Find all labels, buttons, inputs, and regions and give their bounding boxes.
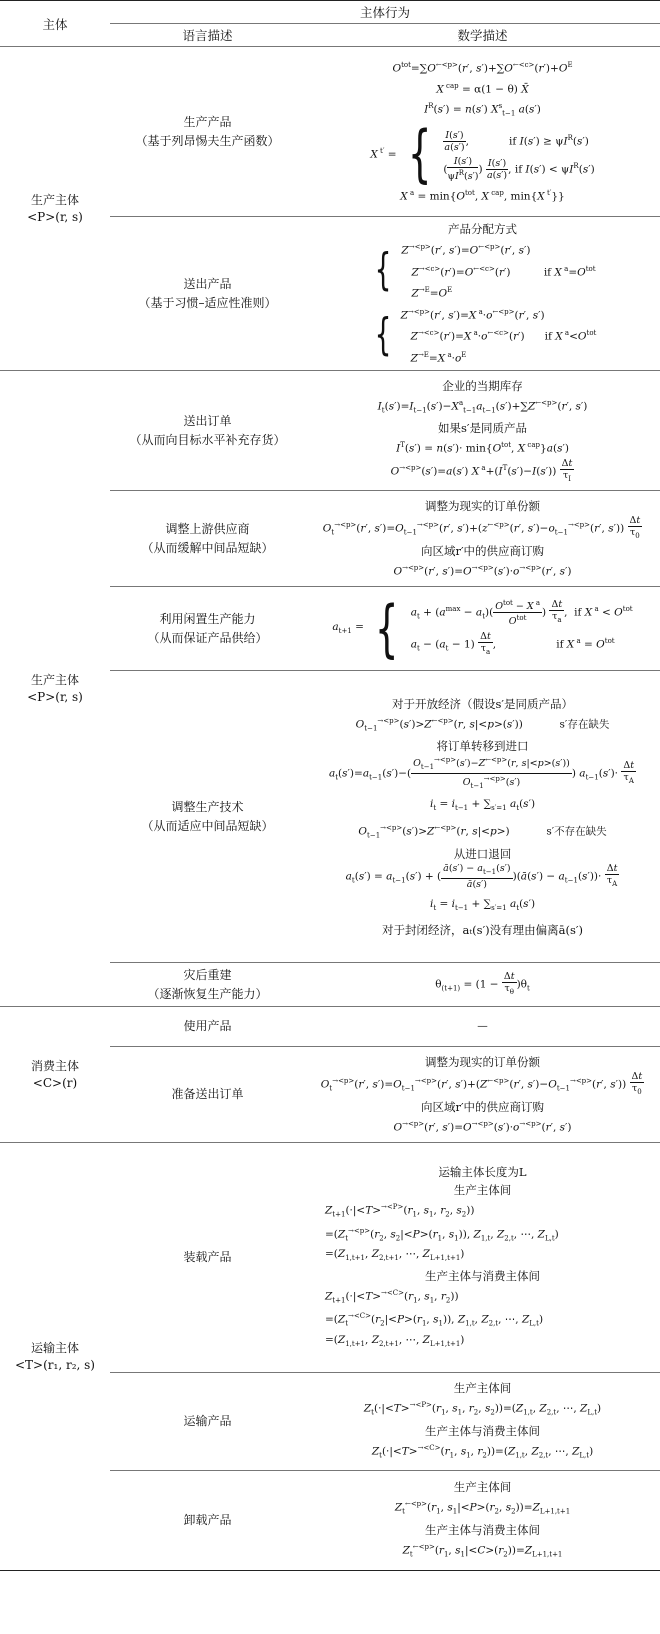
row-label: 送出订单 xyxy=(183,413,232,428)
row-transport xyxy=(110,1373,305,1471)
header-lang-desc: 语言描述 xyxy=(110,24,305,47)
header-math-desc: 数学描述 xyxy=(305,24,660,47)
math-caption: 向区域r′中的供应商订购 xyxy=(420,1099,545,1114)
math-dash: — xyxy=(477,1020,488,1032)
agent-producer-2 xyxy=(0,371,110,1007)
math-load: 运输主体长度为L 生产主体间 $Z_{t+1}(\cdot|<T>^{\to<P>}(r_1$, $s_1$, $r_2$, $s_2$)) $=(Z_t^{\to<p>}(r_2$, $s_2|<P>(r_1$, $s_1$)), $Z_{1,t}$, $Z_{2,t}$, ⋯, $Z_{L,t}$) $=(Z_{1,t+1}$, $Z_{2,t+1}$, ⋯, $Z_{L+1,t+1}$) 生产主体与消费主体间 $Z_{t+1}(\cdot|<T>^{\to<C>}(r_1$, $s_1$, $r_2$)) $=(Z_t^{\to<C>}(r_2|<P>(r_1$, $s_1$)), $Z_{1,t}$, $Z_{2,t}$, ⋯, $Z_{L,t}$) $=(Z_{1,t+1}$, $Z_{2,t+1}$, ⋯, $Z_{L+1,t+1}$) xyxy=(305,1143,660,1373)
row-ship xyxy=(110,217,305,371)
math-caption: 生产主体与消费主体间 xyxy=(425,1423,540,1438)
row-produce xyxy=(110,47,305,217)
math-transport: 生产主体间 $Z_t(\cdot|<T>^{\to<P>}(r_1$, $s_1$, $r_2$, $s_2))=(Z_{1,t}$, $Z_{2,t}$, ⋯, $Z_{L,t}$) 生产主体与消费主体间 $Z_t(\cdot|<T>^{\to<C>}(r_1$, $s_1$, $r_2))=(Z_{1,t}$, $Z_{2,t}$, ⋯, $Z_{L,t}$) xyxy=(305,1373,660,1471)
math-caption: s′不存在缺失 xyxy=(546,825,607,838)
row-label: 运输产品 xyxy=(183,1414,232,1428)
header-behavior: 主体行为 xyxy=(360,5,411,20)
row-adjust-supplier xyxy=(110,491,305,587)
math-caption: 将订单转移到进口 xyxy=(436,739,529,754)
row-sublabel: （逐渐恢复生产能力） xyxy=(147,986,268,1001)
math-caption: 运输主体长度为L xyxy=(438,1165,527,1180)
row-unload xyxy=(110,1471,305,1571)
agent-name: 生产主体 xyxy=(30,672,79,687)
row-idle-capacity xyxy=(110,587,305,671)
math-caption: 调整为现实的订单份额 xyxy=(425,498,540,513)
row-label: 装载产品 xyxy=(183,1250,232,1264)
math-caption: 生产主体间 xyxy=(453,1183,512,1198)
agent-symbol: <P>(r, s) xyxy=(27,689,83,704)
agent-name: 运输主体 xyxy=(30,1340,79,1355)
agent-name: 生产主体 xyxy=(30,192,79,207)
row-label: 调整上游供应商 xyxy=(165,521,250,536)
row-sublabel: （从而向目标水平补充存货） xyxy=(129,432,286,447)
row-sublabel: （基于列昂惕夫生产函数） xyxy=(135,133,280,148)
math-caption: 对于开放经济（假设s′是同质产品） xyxy=(392,696,574,711)
row-load xyxy=(110,1143,305,1373)
math-rebuild: $\theta_{(t+1)} = (1$ − $\frac{\Delta t}{\tau_\theta}$ )$\theta_t$ xyxy=(305,963,660,1007)
math-caption: 调整为现实的订单份额 xyxy=(425,1054,540,1069)
header-agent: 主体 xyxy=(42,16,68,32)
agent-transport xyxy=(0,1143,110,1571)
row-label: 卸载产品 xyxy=(183,1513,232,1527)
agent-symbol: <T>(r₁, r₂, s) xyxy=(15,1357,95,1372)
math-caption: 生产主体间 xyxy=(453,1479,512,1494)
row-prepare-order xyxy=(110,1047,305,1143)
agent-name: 消费主体 xyxy=(30,1058,79,1073)
math-caption: 生产主体与消费主体间 xyxy=(425,1268,540,1283)
row-use xyxy=(110,1007,305,1047)
math-caption: 向区域r′中的供应商订购 xyxy=(420,543,545,558)
math-caption: 企业的当期库存 xyxy=(442,378,523,393)
row-label: 灾后重建 xyxy=(183,967,232,982)
row-label: 准备送出订单 xyxy=(171,1087,244,1101)
row-sublabel: （从而保证产品供给） xyxy=(147,630,268,645)
math-adjust-tech: 对于开放经济（假设s′是同质产品） $O_{t-1}^{\to<p>}(s')>Z^{\leftarrow<p>}(r$, s|<p>(s′)) s′存在缺失 将订单转移到进口 $a_t(s')=a_{t-1}(s')-$( $\frac{O_{t-1}^{\to<p>}(s')-Z^{\leftarrow<p>}(r, s|<p>(s'))}{O_{t-1}^{\to<p>}(s')}$ ) $a_{t-1}(s')\cdot$ $\frac{\Delta t}{\tau_A}$ $i_t = i_{t-1} + \sum_{s'=1}$ $a_t(s')$ $O_{t-1}^{\to<p>}(s')>Z^{\leftarrow<p>}(r$, s|<p>) s′不存在缺失 从进口退回 $a_t(s') = a_{t-1}(s')$ + ( $\frac{ā(s') - a_{t-1}(s')}{ā(s')}$ )(ā(s′) − $a_{t-1}(s'))\cdot$ $\frac{\Delta t}{\tau_A}$ $i_t = i_{t-1} + \sum_{s'=1}$ $a_t(s')$ 对于封闭经济，aₜ(s′)没有理由偏离ā(s′) xyxy=(305,671,660,963)
row-adjust-tech xyxy=(110,671,305,963)
math-caption: 生产主体与消费主体间 xyxy=(425,1522,540,1537)
math-use xyxy=(305,1007,660,1047)
math-caption: s′存在缺失 xyxy=(559,718,610,730)
math-order: 企业的当期库存 $I_t(s')=I_{t-1}(s')-X^a_{t-1}a_{t-1}(s')+\sum Z^{\leftarrow<p>}(r'$, s′) 如果s′是同质产品 $I^T(s') = n(s')\cdot \min\{O^{tot}$, X $^{cap}$}a(s′) $O^{\to<p>}(s')=a(s')$ X $^a+(I^T(s')-I(s'))$ $\frac{\Delta t}{\tau_I}$ xyxy=(305,371,660,491)
math-caption: 产品分配方式 xyxy=(448,222,517,236)
row-sublabel: （从而缓解中间品短缺） xyxy=(141,540,274,555)
agent-producer-1 xyxy=(0,47,110,371)
math-caption: 生产主体间 xyxy=(453,1380,512,1395)
math-caption: 从进口退回 xyxy=(453,846,512,861)
row-label: 调整生产技术 xyxy=(171,799,244,814)
math-ship: 产品分配方式 { $Z^{\to<p>}(r'$, $s')=O^{\leftarrow<p>}(r'$, s′) $Z^{\to<c>}(r')=O^{\leftarrow<c>}(r')$ if X $^a=O^{tot}$ $Z^{\to E}=O^E$ { $Z^{\to<p>}(r'$, s′)=X $^a\cdot o^{\leftarrow<p>}(r'$, s′) $Z^{\to<c>}(r')=X$ $^a\cdot o^{\leftarrow<c>}(r')$ if X $^a<O^{tot}$ $Z^{\to E}=X$ $^a\cdot o^E$ xyxy=(305,217,660,371)
agent-symbol: <P>(r, s) xyxy=(27,209,83,224)
row-rebuild xyxy=(110,963,305,1007)
row-label: 生产产品 xyxy=(183,114,232,129)
agent-consumer xyxy=(0,1007,110,1143)
math-adjust-supplier: 调整为现实的订单份额 $O_t^{\to<p>}(r'$, $s')=O_{t-1}^{\to<p>}(r'$, $s')+(z^{\leftarrow<p>}(r'$, $s')-o_{t-1}^{\to<p>}(r'$, s′)) $\frac{\Delta t}{\tau_0}$ 向区域r′中的供应商订购 $O^{\to<p>}(r'$, $s')=O^{\to<p>}(s')\cdot o^{\to<p>}(r'$, s′) xyxy=(305,491,660,587)
math-prepare-order: 调整为现实的订单份额 $O_t^{\to<p>}(r'$, $s')=O_{t-1}^{\to<p>}(r'$, $s')+(Z^{\leftarrow<p>}(r'$, $s')-O_{t-1}^{\to<p>}(r'$, s′)) $\frac{\Delta t}{\tau_0}$ 向区域r′中的供应商订购 $O^{\to<p>}(r'$, $s')=O^{\to<p>}(s')\cdot o^{\to<p>}(r'$, s′) xyxy=(305,1047,660,1143)
math-idle-capacity: $a_{t+1}$ = { $a_t + (a^{max} - a_t)$( $\frac{O^{tot} - X ^a}{O^{tot}}$ ) $\frac{\Delta t}{\tau_a}$ , if X $^a < O^{tot}$ $a_t - (a_t - 1)$ $\frac{\Delta t}{\tau_a}$ , if X $^a = O^{tot}$ xyxy=(305,587,660,671)
row-label: 利用闲置生产能力 xyxy=(159,611,256,626)
math-caption: 如果s′是同质产品 xyxy=(438,421,528,436)
math-produce: $O^{tot}=\sum O^{\leftarrow<p>}(r'$, $s')+\sum O^{\leftarrow<c>}(r')+O^E$ X $^{cap}$ = α(1 − θ) X̄ $I^R(s') = n(s')$ $X^s_{t-1}$ a(s′) X $^{t'}$ = { $\frac{I(s')}{a(s')}$ , if $I(s') \ge \psi I^R(s')$ ( $\frac{I(s')}{\psi I^R(s')}$ ) $\frac{I(s')}{a(s')}$ , if $I(s') < \psi I^R(s')$ X $^a = \min\{O^{tot}$, X $^{cap}$, min{X $^{t'}$}} xyxy=(370,61,595,203)
row-order xyxy=(110,371,305,491)
agent-symbol: <C>(r) xyxy=(32,1075,78,1090)
math-caption: 对于封闭经济，aₜ(s′)没有理由偏离ā(s′) xyxy=(381,922,584,937)
row-label: 送出产品 xyxy=(183,276,232,291)
row-sublabel: （基于习惯–适应性准则） xyxy=(138,295,277,310)
math-unload: 生产主体间 $Z_t^{\leftarrow<p>}(r_1$, $s_1|<P>(r_2$, $s_2))=Z_{L+1,t+1}$ 生产主体与消费主体间 $Z_t^{\leftarrow<p>}(r_1$, $s_1|<C>(r_2))=Z_{L+1,t+1}$ xyxy=(305,1471,660,1571)
row-sublabel: （从而适应中间品短缺） xyxy=(141,818,274,833)
row-label: 使用产品 xyxy=(183,1019,232,1033)
